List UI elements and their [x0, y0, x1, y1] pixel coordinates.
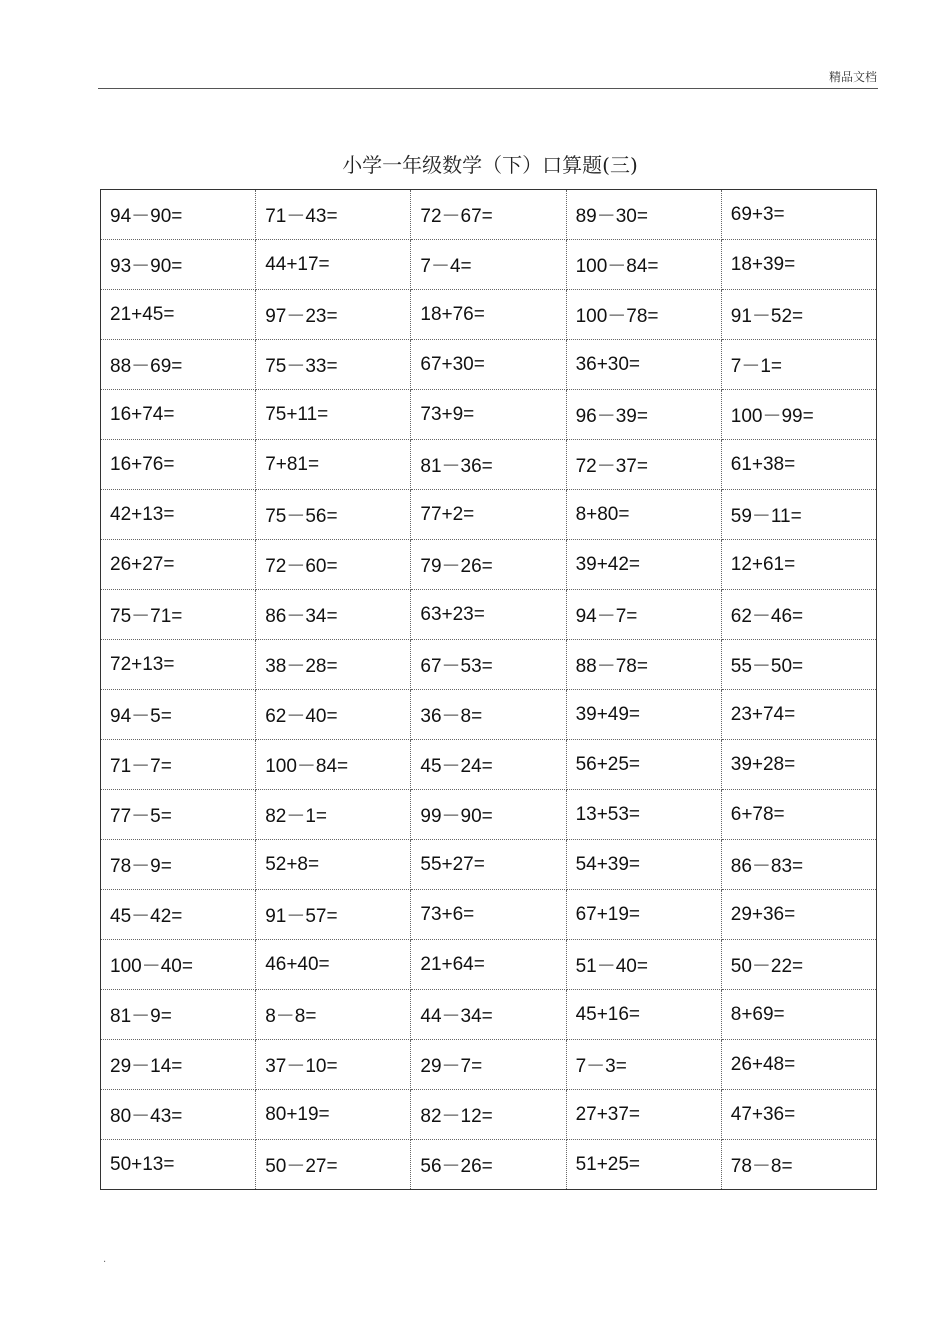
problem-cell: 47+36= — [721, 1090, 876, 1140]
problem-cell: 7－3= — [566, 1040, 721, 1090]
problem-cell: 72－60= — [256, 540, 411, 590]
problem-cell: 75+11= — [256, 390, 411, 440]
problem-cell: 44+17= — [256, 240, 411, 290]
problem-table — [100, 189, 877, 1190]
problem-cell: 59－11= — [721, 490, 876, 540]
problem-cell: 52+8= — [256, 840, 411, 890]
problem-cell: 89－30= — [566, 190, 721, 240]
problem-cell: 75－33= — [256, 340, 411, 390]
problem-cell: 86－34= — [256, 590, 411, 640]
problem-cell: 21+64= — [411, 940, 566, 990]
problem-cell: 91－52= — [721, 290, 876, 340]
header-label: 精品文档 — [828, 70, 877, 84]
problem-cell: 51－40= — [566, 940, 721, 990]
problem-cell: 36－8= — [411, 690, 566, 740]
problem-cell: 73+9= — [411, 390, 566, 440]
problem-cell: 8+80= — [566, 490, 721, 540]
problem-cell: 79－26= — [411, 540, 566, 590]
problem-cell: 45－42= — [101, 890, 256, 940]
problem-cell: 55+27= — [411, 840, 566, 890]
problem-cell: 67－53= — [411, 640, 566, 690]
table-row — [101, 390, 877, 440]
problem-cell: 7+81= — [256, 440, 411, 490]
header-rule — [98, 88, 878, 89]
page-title: 小学一年级数学（下）口算题(三) — [342, 153, 638, 177]
problem-cell: 94－90= — [101, 190, 256, 240]
problem-cell: 54+39= — [566, 840, 721, 890]
table-row — [101, 740, 877, 790]
problem-cell: 39+42= — [566, 540, 721, 590]
problem-cell: 37－10= — [256, 1040, 411, 1090]
problem-cell: 73+6= — [411, 890, 566, 940]
problem-cell: 82－12= — [411, 1090, 566, 1140]
table-row — [101, 290, 877, 340]
problem-cell: 71－43= — [256, 190, 411, 240]
problem-cell: 86－83= — [721, 840, 876, 890]
problem-cell: 72－37= — [566, 440, 721, 490]
problem-cell: 27+37= — [566, 1090, 721, 1140]
problem-cell: 81－36= — [411, 440, 566, 490]
problem-cell: 75－56= — [256, 490, 411, 540]
problem-cell: 100－40= — [101, 940, 256, 990]
problem-cell: 8－8= — [256, 990, 411, 1040]
problem-cell: 51+25= — [566, 1140, 721, 1190]
problem-cell: 96－39= — [566, 390, 721, 440]
table-row — [101, 990, 877, 1040]
problem-cell: 78－8= — [730, 1156, 793, 1177]
table-row — [101, 790, 877, 840]
problem-cell: 77+2= — [411, 490, 566, 540]
table-row — [101, 1090, 877, 1140]
problem-cell: 7－4= — [411, 240, 566, 290]
problem-cell: 29+36= — [721, 890, 876, 940]
table-row — [101, 1140, 877, 1190]
problem-cell: 63+23= — [411, 590, 566, 640]
problem-cell: 80+19= — [256, 1090, 411, 1140]
problem-cell: 45+16= — [566, 990, 721, 1040]
problem-cell: 77－5= — [101, 790, 256, 840]
problem-cell: 39+28= — [721, 740, 876, 790]
problem-table-body — [101, 190, 877, 1190]
table-row — [101, 1040, 877, 1090]
problem-cell: 8+69= — [721, 990, 876, 1040]
problem-cell: 50+13= — [101, 1140, 256, 1190]
problem-cell: 81－9= — [101, 990, 256, 1040]
table-row — [101, 940, 877, 990]
problem-cell: 16+74= — [101, 390, 256, 440]
problem-cell: 72－67= — [411, 190, 566, 240]
problem-cell: 61+38= — [721, 440, 876, 490]
problem-cell: 78－9= — [101, 840, 256, 890]
problem-cell: 56+25= — [566, 740, 721, 790]
table-row — [101, 540, 877, 590]
table-row — [101, 190, 877, 240]
problem-cell: 71－7= — [101, 740, 256, 790]
problem-cell: 7－1= — [721, 340, 876, 390]
problem-cell: 16+76= — [101, 440, 256, 490]
problem-cell: 23+74= — [721, 690, 876, 740]
problem-cell: 100－84= — [566, 240, 721, 290]
problem-cell: 46+40= — [256, 940, 411, 990]
problem-cell: 44－34= — [411, 990, 566, 1040]
problem-cell: 100－78= — [566, 290, 721, 340]
footer-mark: . — [103, 1254, 107, 1265]
problem-cell: 13+53= — [566, 790, 721, 840]
problem-cell: 26+27= — [101, 540, 256, 590]
problem-cell: 45－24= — [411, 740, 566, 790]
problem-cell: 55－50= — [721, 640, 876, 690]
problem-cell: 29－14= — [101, 1040, 256, 1090]
table-row — [101, 240, 877, 290]
problem-cell: 18+39= — [721, 240, 876, 290]
problem-cell: 12+61= — [721, 540, 876, 590]
problem-cell: 62－46= — [721, 590, 876, 640]
problem-cell: 72+13= — [101, 640, 256, 690]
problem-cell: 50－22= — [721, 940, 876, 990]
table-row — [101, 640, 877, 690]
problem-cell: 88－69= — [101, 340, 256, 390]
problem-cell: 67+30= — [411, 340, 566, 390]
problem-cell: 69+3= — [721, 190, 876, 240]
problem-cell: 42+13= — [101, 490, 256, 540]
problem-cell: 82－1= — [256, 790, 411, 840]
table-row — [101, 890, 877, 940]
problem-cell: 38－28= — [256, 640, 411, 690]
problem-cell: 97－23= — [256, 290, 411, 340]
table-row — [101, 340, 877, 390]
table-row — [101, 690, 877, 740]
problem-cell: 50－27= — [256, 1140, 411, 1190]
problem-cell: 99－90= — [411, 790, 566, 840]
problem-cell: 29－7= — [411, 1040, 566, 1090]
problem-cell: 36+30= — [566, 340, 721, 390]
problem-cell: 100－99= — [721, 390, 876, 440]
table-row — [101, 590, 877, 640]
problem-cell: 18+76= — [411, 290, 566, 340]
problem-cell: 75－71= — [101, 590, 256, 640]
problem-cell: 56－26= — [411, 1140, 566, 1190]
problem-cell: 93－90= — [101, 240, 256, 290]
problem-cell: 6+78= — [721, 790, 876, 840]
problem-cell: 21+45= — [101, 290, 256, 340]
problem-cell: 26+48= — [721, 1040, 876, 1090]
problem-cell: 62－40= — [256, 690, 411, 740]
problem-cell: 67+19= — [566, 890, 721, 940]
table-row — [101, 490, 877, 540]
problem-cell: 100－84= — [256, 740, 411, 790]
problem-cell: 39+49= — [566, 690, 721, 740]
problem-cell: 94－5= — [101, 690, 256, 740]
table-row — [101, 840, 877, 890]
problem-cell: 88－78= — [566, 640, 721, 690]
problem-cell: 91－57= — [256, 890, 411, 940]
problem-cell: 80－43= — [101, 1090, 256, 1140]
table-row — [101, 440, 877, 490]
problem-cell: 94－7= — [566, 590, 721, 640]
